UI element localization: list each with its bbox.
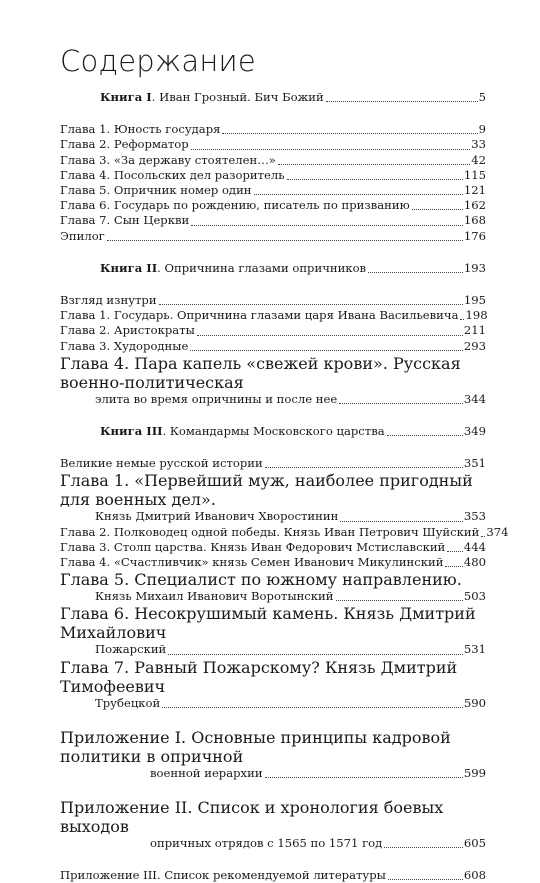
leader-dots	[191, 149, 471, 150]
toc-entry[interactable]	[60, 198, 486, 213]
toc-entry-multiline[interactable]	[60, 604, 486, 657]
toc-entry[interactable]	[60, 339, 486, 354]
toc-appendix-3[interactable]	[60, 868, 486, 883]
entry-text: Взгляд изнутри	[60, 293, 157, 308]
book-title: . Опричнина глазами опричников	[157, 260, 367, 275]
leader-dots	[340, 521, 463, 522]
entry-text: Глава 5. Опричник номер один	[60, 183, 252, 198]
page-number: 5	[478, 90, 486, 104]
leader-dots	[191, 225, 463, 226]
page-number: 605	[463, 836, 486, 851]
toc-entry[interactable]	[60, 183, 486, 198]
page-number: 344	[463, 391, 486, 406]
leader-dots	[447, 551, 463, 552]
page-number: 193	[463, 260, 486, 275]
page-number: 349	[463, 424, 486, 439]
page-number: 168	[463, 213, 486, 228]
leader-dots	[368, 272, 463, 273]
book-label: Книга I	[100, 90, 152, 104]
toc-appendix-2[interactable]	[60, 798, 486, 851]
page-number: 33	[471, 137, 486, 152]
leader-dots	[265, 777, 463, 778]
page-number: 176	[463, 228, 486, 243]
leader-dots	[387, 435, 463, 436]
leader-dots	[460, 319, 464, 320]
page-title: Содержание	[60, 44, 256, 78]
leader-dots	[265, 467, 463, 468]
page-number: 608	[463, 868, 486, 883]
page-number: 293	[463, 338, 486, 353]
toc-book-1[interactable]	[60, 90, 486, 105]
entry-text: Трубецкой	[95, 695, 161, 710]
toc-book-3[interactable]	[60, 424, 486, 439]
toc-entry-multiline[interactable]	[60, 570, 486, 604]
entry-text: Глава 7. Сын Церкви	[60, 213, 190, 228]
toc-entry[interactable]	[60, 137, 486, 152]
entry-text: Глава 4. «Счастливчик» князь Семен Иванович Микулинский	[60, 555, 444, 570]
toc-entry[interactable]	[60, 524, 509, 540]
entry-text: Великие немые русской истории	[60, 456, 263, 471]
entry-line: элита во время опричнины и после нее	[95, 391, 338, 406]
toc-entry[interactable]	[60, 293, 486, 308]
page-number: 42	[471, 152, 486, 167]
book-2-chapters	[60, 293, 486, 354]
leader-dots	[197, 335, 463, 336]
leader-dots	[336, 600, 463, 601]
book-label: Книга II	[100, 260, 158, 275]
table-of-contents	[60, 90, 509, 883]
entry-text: Глава 2. Аристократы	[60, 323, 195, 338]
book-title: . Иван Грозный. Бич Божий	[151, 90, 324, 104]
leader-dots	[384, 847, 463, 848]
leader-dots	[481, 536, 485, 537]
entry-line: Глава 4. Пара капель «свежей крови». Русская военно-политическая	[60, 353, 461, 392]
toc-entry[interactable]	[60, 456, 486, 471]
leader-dots	[159, 304, 463, 305]
page-number: 444	[463, 539, 486, 554]
entry-line: Приложение I. Основные принципы кадровой политики в опричной	[60, 727, 451, 766]
entry-text: Глава 2. Полководец одной победы. Князь Иван Петрович Шуйский	[60, 524, 480, 539]
toc-entry[interactable]	[60, 308, 486, 323]
page-number: 374	[486, 524, 509, 539]
toc-entry[interactable]	[60, 122, 486, 137]
toc-entry	[60, 509, 486, 524]
toc-entry-multiline[interactable]	[60, 658, 486, 711]
leader-dots	[412, 209, 463, 210]
leader-dots	[190, 350, 462, 351]
book-3-chapters	[60, 456, 509, 711]
toc-entry[interactable]	[60, 153, 486, 168]
entry-text: Князь Дмитрий Иванович Хворостинин	[95, 509, 339, 524]
entry-text: Пожарский	[95, 642, 167, 657]
toc-entry[interactable]	[60, 555, 486, 570]
entry-line: Глава 1. «Первейший муж, наиболее пригодный для военных дел».	[60, 471, 473, 510]
page-number: 121	[463, 183, 486, 198]
entry-line: военной иерархии	[150, 765, 263, 780]
book-1-chapters	[60, 122, 486, 244]
page-number: 198	[465, 308, 488, 323]
entry-text: Глава 3. «За державу стоятелен…»	[60, 152, 276, 167]
toc-book-2[interactable]	[60, 261, 486, 276]
toc-entry[interactable]	[60, 323, 486, 338]
toc-entry[interactable]	[60, 229, 486, 244]
entry-text: Глава 1. Юность государя	[60, 122, 221, 137]
toc-entry[interactable]	[60, 168, 486, 183]
leader-dots	[254, 194, 463, 195]
leader-dots	[107, 240, 463, 241]
toc-entry	[60, 696, 486, 711]
entry-text: Эпилог	[60, 228, 105, 243]
toc-entry	[60, 589, 486, 604]
page-number: 480	[463, 555, 486, 570]
entry-text: Глава 1. Государь. Опричнина глазами царя Ивана Васильевича	[60, 308, 459, 323]
leader-dots	[388, 879, 463, 880]
page-number: 599	[463, 765, 486, 780]
toc-entry-multiline[interactable]	[60, 354, 486, 407]
leader-dots	[326, 101, 478, 102]
leader-dots	[278, 164, 470, 165]
entry-line: Приложение II. Список и хронология боевых выходов	[60, 798, 444, 837]
entry-text: Князь Михаил Иванович Воротынский	[95, 589, 334, 604]
leader-dots	[168, 654, 463, 655]
page-number: 503	[463, 589, 486, 604]
leader-dots	[445, 566, 462, 567]
toc-entry-multiline[interactable]	[60, 471, 486, 524]
page-number: 531	[463, 642, 486, 657]
entry-text: Глава 4. Посольских дел разоритель	[60, 167, 285, 182]
book-label: Книга III	[100, 424, 163, 439]
toc-entry[interactable]	[60, 213, 486, 228]
entry-text: Глава 3. Столп царства. Князь Иван Федорович Мстиславский	[60, 539, 446, 554]
page-number: 351	[463, 456, 486, 471]
toc-entry	[60, 642, 486, 657]
leader-dots	[287, 179, 463, 180]
toc-appendix-1[interactable]	[60, 728, 486, 781]
entry-text: Глава 2. Реформатор	[60, 137, 189, 152]
entry-line: Глава 7. Равный Пожарскому? Князь Дмитрий Тимофеевич	[60, 657, 458, 696]
page-number: 9	[478, 122, 486, 137]
entry-text: Глава 3. Худородные	[60, 338, 189, 353]
entry-line: Глава 6. Несокрушимый камень. Князь Дмитрий Михайлович	[60, 604, 476, 643]
entry-line: опричных отрядов с 1565 по 1571 год	[150, 836, 383, 851]
leader-dots	[222, 133, 477, 134]
entry-text: Глава 6. Государь по рождению, писатель по призванию	[60, 198, 410, 213]
page-number: 195	[463, 293, 486, 308]
page-number: 211	[463, 323, 486, 338]
page-number: 353	[463, 509, 486, 524]
book-title: . Командармы Московского царства	[162, 424, 385, 439]
toc-entry[interactable]	[60, 540, 486, 555]
leader-dots	[162, 707, 463, 708]
entry-line: Глава 5. Специалист по южному направлению.	[60, 570, 462, 590]
entry-line: Приложение III. Список рекомендуемой литературы	[60, 868, 386, 883]
page-number: 590	[463, 695, 486, 710]
page-number: 162	[463, 198, 486, 213]
leader-dots	[339, 403, 463, 404]
page-number: 115	[463, 167, 486, 182]
